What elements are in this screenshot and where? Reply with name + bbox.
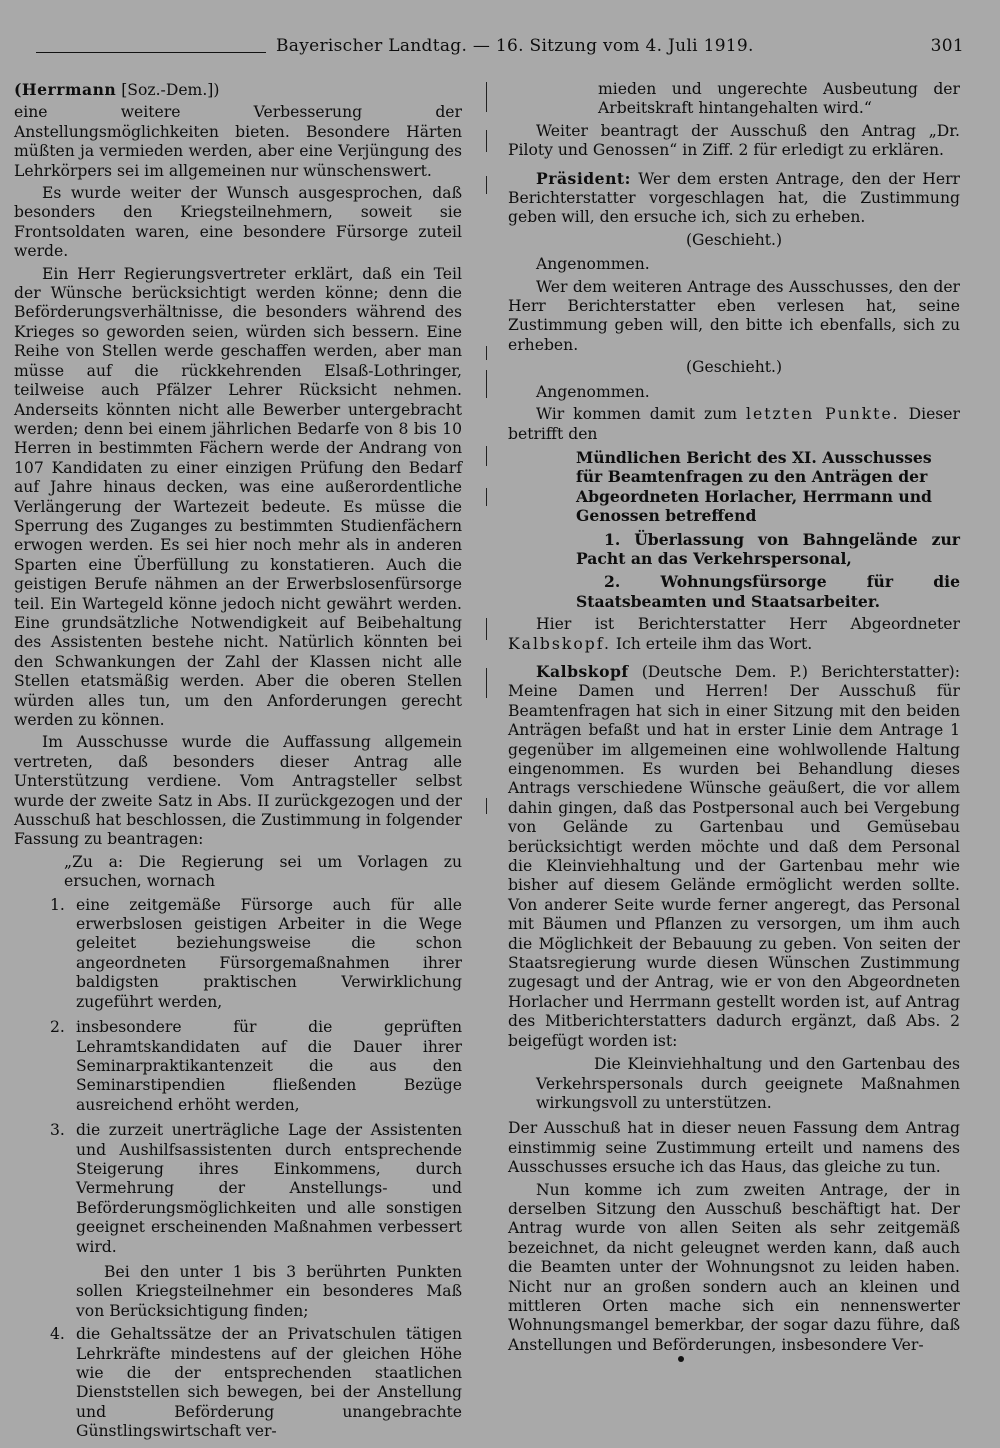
president-paragraph [508, 169, 960, 228]
left-column [14, 80, 462, 1448]
quote-continuation: mieden und ungerechte Ausbeutung der Arbeitskraft hintangehalten wird.“ [598, 80, 960, 118]
speaker-name: Kalbskopf [536, 661, 629, 681]
report-subitem: 2. Wohnungsfürsorge für die Staatsbeamten und Staatsarbeiter. [576, 572, 960, 611]
rapporteur-text: Hier ist Berichterstatter Herr Abgeordneter [536, 615, 960, 634]
paragraph: Ein Herr Regierungsvertreter erklärt, daß ein Teil der Wünsche berücksichtigt werden könne; denn die Beförderungsverhältnisse, die besonders während des Krieges so geworden seien, würden sich bessern. Eine Reihe von Stellen werde geschaffen werden, aber man müsse auf die rückkehrenden Elsaß-Lothringer, teilweise auch Pfälzer Lehrer Rücksicht nehmen. Anderseits könnten nicht alle Bewerber untergebracht werden; denn bei einem jährlichen Bedarfe von 8 bis 10 Herren in bestimmten Fächern werde der Andrang von 107 Kandidaten zu einer einzigen Prüfung den Bedarf auf Jahre hinaus decken, was eine außerordentliche Verlängerung der Wartezeit bedeute. Es müsse die Sperrung des Zuganges zu bestimmten Studienfächern erwogen werden. Es sei hier noch mehr als in anderen Sparten eine Überfüllung zu konstatieren. Auch die geistigen Berufe nähmen an der Erwerbslosenfürsorge teil. Ein Wartegeld könne jedoch nicht gewährt werden. Eine grundsätzliche Notwendigkeit auf Beibehaltung des Assistenten bestehe nicht. Natürlich könnten bei den Schwankungen der Zahl der Klassen nicht alle Stellen etatsmäßig werden. Aber die oberen Stellen würden alles tun, um den Anforderungen gerecht werden zu können. [14, 264, 462, 729]
result-text: Angenommen. [536, 382, 650, 401]
stage-direction: (Geschieht.) [685, 358, 783, 377]
rapporteur-text: Ich erteile ihm das Wort. [615, 634, 813, 653]
amendment-quote: Die Kleinviehhaltung und den Gartenbau des Verkehrspersonals durch geeignete Maßnahmen wirkungsvoll zu unterstützen. [536, 1055, 960, 1112]
page-number: 301 [930, 36, 964, 56]
result-text: Angenommen. [536, 255, 650, 274]
list-number: 4. [50, 1325, 65, 1344]
list-text: insbesondere für die geprüften Lehramtskandidaten auf die Dauer ihrer Seminarpraktikantenzeit die aus den Seminarstipendien fließenden Bezüge ausreichend erhöht werden, [76, 1018, 462, 1114]
stage-direction: (Geschieht.) [685, 230, 783, 249]
list-text: die Gehaltssätze der an Privatschulen tätigen Lehrkräfte mindestens auf der gleichen Höhe wie die der entsprechenden staatlichen Dienststellen sich bewegen, bei der Anstellung und Beförderung unangebrachte Günstlingswirtschaft ver- [76, 1325, 462, 1441]
paragraph: Im Ausschusse wurde die Auffassung allgemein vertreten, daß besonders dieser Antrag alle Unterstützung verdiene. Vom Antragsteller selbst wurde der zweite Satz in Abs. II zurückgezogen und der Ausschuß hat beschlossen, die Zustimmung in folgender Fassung zu beantragen: [14, 733, 462, 849]
agenda-text: Dieser betrifft den [508, 405, 960, 443]
right-column [508, 80, 960, 1358]
list-text: eine zeitgemäße Fürsorge auch für alle erwerbslosen geistigen Arbeiter in die Wege geleitet beziehungsweise die schon angeordneten Fürsorgemaßnahmen ihrer baldigsten praktischen Verwirklichung zugeführt werden, [76, 895, 462, 1011]
speaker-party: [Soz.-Dem.]) [121, 81, 220, 99]
print-speck [678, 1356, 684, 1362]
list-item [50, 895, 462, 1012]
speech-text: Meine Damen und Herren! Der Ausschuß für Beamtenfragen hat sich in einer Sitzung mit den beiden Anträgen befaßt und hat in erster Linie dem Antrage 1 gegenüber im allgemeinen eine wohlwollende Haltung eingenommen. Es wurden bei Behandlung dieses Antrags verschiedene Wünsche geäußert, die vor allem dahin gingen, daß das Postpersonal auch bei Vergebung von Gelände zu Gartenbau und Gemüsebau berücksichtigt werden möchte und daß dem Personal die Kleinviehhaltung und der Gartenbau mehr wie bisher auf diesem Gelände ermöglicht werden sollte. Von anderer Seite wurde ferner angeregt, das Personal mit Bäumen und Pflanzen zu versorgen, um ihm auch die Möglichkeit der Bebauung zu geben. Von seiten der Staatsregierung wurde diesen Wünschen Zustimmung zugesagt und der Antrag, wie er von den Abgeordneten Horlacher und Herrmann gestellt worden ist, auf Antrag des Mitberichterstatters dadurch ergänzt, daß Abs. 2 beigefügt worden ist: [508, 682, 960, 1050]
list-between-text: Bei den unter 1 bis 3 berührten Punkten sollen Kriegsteilnehmer ein besonderes Maß von Berücksichtigung finden; [76, 1262, 462, 1320]
agenda-paragraph [508, 405, 960, 444]
rapporteur-paragraph [508, 615, 960, 654]
speech-paragraph [508, 662, 960, 1051]
quote-intro: „Zu a: Die Regierung sei um Vorlagen zu ersuchen, wornach [64, 852, 462, 891]
list-number: 3. [50, 1121, 65, 1140]
agenda-emphasis: letzten Punkte. [745, 405, 900, 424]
paragraph: Weiter beantragt der Ausschuß den Antrag „Dr. Piloty und Genossen“ in Ziff. 2 für erledigt zu erklären. [508, 121, 960, 160]
paragraph: eine weitere Verbesserung der Anstellungsmöglichkeiten bieten. Besondere Härten müßten ja vermieden werden, aber eine Verjüngung des Lehrkörpers sei im allgemeinen nur wünschenswert. [14, 103, 462, 180]
agenda-text: Wir kommen damit zum [536, 405, 738, 424]
president-label: Präsident: [536, 168, 631, 188]
list-number: 2. [50, 1018, 65, 1037]
numbered-list [50, 895, 462, 1257]
running-title: Bayerischer Landtag. — 16. Sitzung vom 4. Juli 1919. [276, 36, 754, 56]
paragraph: Wer dem weiteren Antrage des Ausschusses, den der Herr Berichterstatter eben verlesen hat, seine Zustimmung geben will, den bitte ich ebenfalls, sich zu erheben. [508, 277, 960, 354]
report-subitem: 1. Überlassung von Bahngelände zur Pacht an das Verkehrspersonal, [576, 529, 960, 568]
speaker-name: (Herrmann [14, 80, 117, 99]
paragraph: Es wurde weiter der Wunsch ausgesprochen, daß besonders den Kriegsteilnehmern, soweit sie Frontsoldaten waren, eine besondere Fürsorge zuteil werde. [14, 184, 462, 261]
paragraph: Nun komme ich zum zweiten Antrage, der in derselben Sitzung den Ausschuß beschäftigt hat. Der Antrag wurde von allen Seiten als sehr zeitgemäß bezeichnet, da nicht geleugnet werden kann, daß auch die Beamten unter der Wohnungsnot zu leiden haben. Nicht nur an großen sondern auch an kleinen und mittleren Orten mache sich ein nennenswerter Wohnungsmangel bemerkbar, der sogar dazu führe, daß Anstellungen und Beförderungen, insbesondere Ver- [508, 1180, 960, 1354]
header-rule [36, 52, 266, 53]
list-text: die zurzeit unerträgliche Lage der Assistenten und Aushilfsassistenten durch entsprechende Steigerung ihres Einkommens, durch Vermehrung der Anstellungs- und Beförderungsmöglichkeiten und alle sonstigen geeignet erscheinenden Maßnahmen verbessert wird. [76, 1121, 462, 1256]
rapporteur-name: Kalbskopf. [508, 634, 611, 653]
list-number: 1. [50, 895, 65, 914]
speaker-party: (Deutsche Dem. P.) Berichterstatter): [641, 662, 960, 681]
paragraph: Der Ausschuß hat in dieser neuen Fassung dem Antrag einstimmig seine Zustimmung erteilt und namens des Ausschusses ersuche ich das Haus, das gleiche zu tun. [508, 1119, 960, 1177]
list-item [50, 1121, 462, 1257]
speaker-line [14, 80, 462, 100]
president-text: Wer dem ersten Antrage, den der Herr Berichterstatter vorgeschlagen hat, die Zustimmung geben will, den ersuche ich, sich zu erheben. [508, 169, 960, 227]
page-header [18, 34, 964, 60]
list-item [50, 1018, 462, 1115]
report-title: Mündlichen Bericht des XI. Ausschusses für Beamtenfragen zu den Anträgen der Abgeordneten Horlacher, Herrmann und Genossen betreffend [576, 447, 932, 526]
list-item [50, 1325, 462, 1441]
numbered-list-continued [50, 1325, 462, 1441]
